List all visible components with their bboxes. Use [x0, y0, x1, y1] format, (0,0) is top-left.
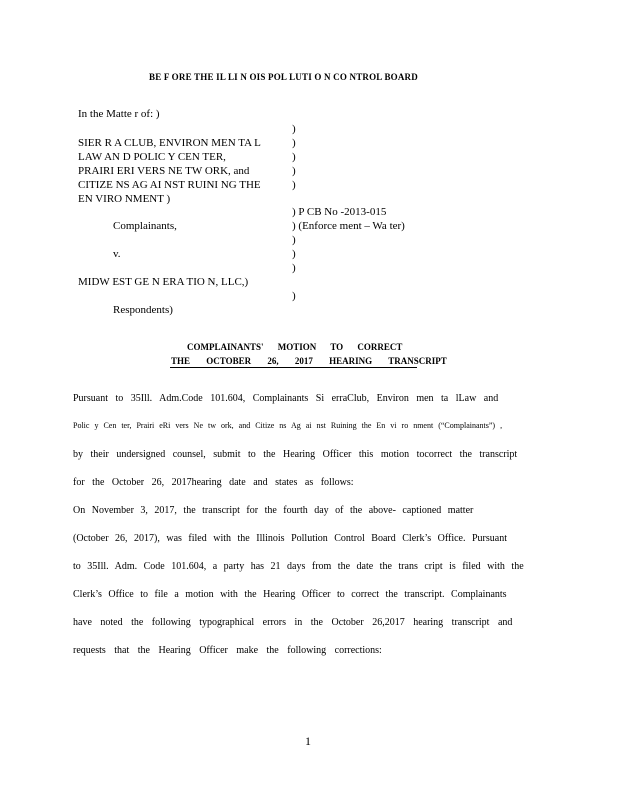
party-line-3: PRAIRI ERI VERS NE TW ORK, and [78, 165, 250, 177]
motion-title-line-2: THE OCTOBER 26, 2017 HEARING TRANSCRIPT [171, 356, 447, 366]
paragraph-1-line-3: by their undersigned counsel, submit to the Hearing Officer this motion tocorrect the transcript [73, 449, 518, 460]
page-number: 1 [305, 734, 311, 748]
party-line-5: EN VIRO NMENT ) [78, 193, 171, 205]
paragraph-2-line-4: Clerk’s Office to file a motion with the Hearing Officer to correct the transcript. Complainants [73, 589, 507, 600]
enforcement-type: ) (Enforce ment – Wa ter) [292, 220, 405, 232]
board-title: BE F ORE THE IL LI N OIS POL LUTI O N CO NTROL BOARD [149, 72, 418, 82]
complainants-label: Complainants, [113, 220, 177, 232]
paren-mark: ) [292, 248, 296, 260]
title-underline [170, 367, 417, 368]
paragraph-1-line-4: for the October 26, 2017hearing date and states as follows: [73, 477, 354, 488]
motion-title-line-1: COMPLAINANTS' MOTION TO CORRECT [187, 342, 403, 352]
party-line-2: LAW AN D POLIC Y CEN TER, [78, 151, 226, 163]
paragraph-2-line-3: to 35Ill. Adm. Code 101.604, a party has 21 days from the date the trans cript is filed with the [73, 561, 524, 572]
party-line-4: CITIZE NS AG AI NST RUINI NG THE [78, 179, 261, 191]
paren-mark: ) [292, 262, 296, 274]
paragraph-2-line-2: (October 26, 2017), was filed with the Illinois Pollution Control Board Clerk’s Office. Pursuant [73, 533, 507, 544]
matter-of: In the Matte r of: ) [78, 108, 160, 120]
versus: v. [113, 248, 121, 260]
respondents-label: Respondents) [113, 304, 173, 316]
case-number: ) P CB No -2013-015 [292, 206, 387, 218]
paren-mark: ) [292, 290, 296, 302]
paren-mark: ) [292, 151, 296, 163]
paragraph-1-line-2: Polic y Cen ter, Prairi eRi vers Ne tw ork, and Citize ns Ag ai nst Ruining the En vi ro nment (“Complainants”) , [73, 421, 503, 430]
paragraph-2-line-5: have noted the following typographical errors in the October 26,2017 hearing transcript and [73, 617, 513, 628]
paragraph-2-line-6: requests that the Hearing Officer make the following corrections: [73, 645, 382, 656]
paren-mark: ) [292, 137, 296, 149]
paren-mark: ) [292, 165, 296, 177]
party-line-1: SIER R A CLUB, ENVIRON MEN TA L [78, 137, 261, 149]
paragraph-1-line-1: Pursuant to 35Ill. Adm.Code 101.604, Complainants Si erraClub, Environ men ta lLaw and [73, 393, 499, 404]
respondent-name: MIDW EST GE N ERA TIO N, LLC,) [78, 276, 249, 288]
paragraph-2-line-1: On November 3, 2017, the transcript for the fourth day of the above- captioned matter [73, 505, 474, 516]
paren-mark: ) [292, 179, 296, 191]
paren-mark: ) [292, 123, 296, 135]
paren-mark: ) [292, 234, 296, 246]
